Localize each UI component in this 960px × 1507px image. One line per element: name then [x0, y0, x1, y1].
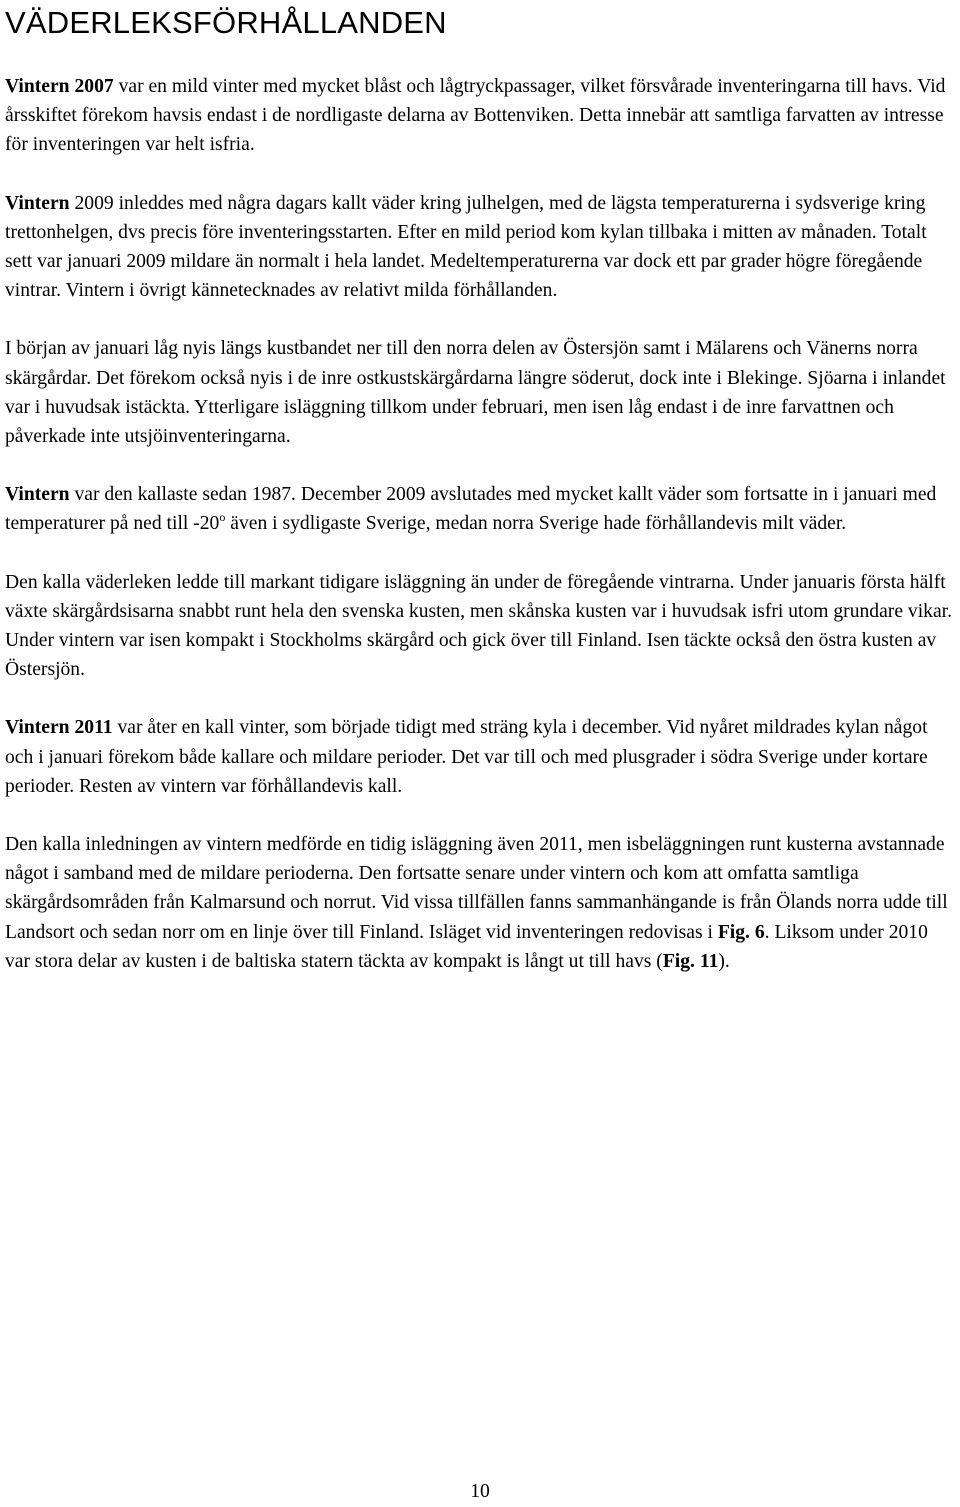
paragraph-text: I början av januari låg nyis längs kustbandet ner till den norra delen av Östersjön samt i Mälarens och Vänerns norra skärgårdar. Det förekom också nyis i de inre ostkustskärgårdarna längre söderut, dock inte i Blekinge. Sjöarna i inlandet var i huvudsak istäckta. Ytterligare isläggning tillkom under februari, men isen låg endast i de inre farvattnen och påverkade inte utsjöinventeringarna. [5, 338, 946, 448]
paragraph-text: var en mild vinter med mycket blåst och lågtryckpassager, vilket försvårade inventeringarna till havs. Vid årsskiftet förekom havsis endast i de nordligaste delarna av Bottenviken. Detta innebär att samtliga farvatten av intresse för inventeringen var helt isfria. [5, 76, 946, 156]
paragraph-text: Den kalla inledningen av vintern medförde en tidig isläggning även 2011, men isbeläggningen runt kusterna avstannade något i samband med de mildare perioderna. Den fortsatte senare under vintern och kom att omfatta samtliga skärgårdsområden från Kalmarsund och norrut. Vid vissa tillfällen fanns sammanhängande is från Ölands norra udde till Landsort och sedan norr om en linje över till Finland. Isläget vid inventeringen redovisas i [5, 834, 948, 943]
paragraph-text: Den kalla väderleken ledde till markant tidigare isläggning än under de föregående vintrarna. Under januaris första hälft växte skärgårdsisarna snabbt runt hela den svenska kusten, men skånska kusten var i huvudsak isfri utom grundare vikar. Under vintern var isen kompakt i Stockholms skärgård och gick över till Finland. Isen täckte också den östra kusten av Östersjön. [5, 571, 952, 681]
paragraph-text: . Liksom under 2010 var stora delar av kusten i de baltiska statern täckta av kompakt is långt ut till havs ( [5, 921, 928, 972]
degree-superscript: o [219, 510, 226, 525]
paragraph-lead: Vintern [5, 484, 70, 506]
paragraph-winter-2009 [5, 189, 955, 306]
page-title: VÄDERLEKSFÖRHÅLLANDEN [5, 5, 447, 40]
paragraph-lead: Vintern 2011 [5, 717, 113, 739]
paragraph-winter-2010 [5, 480, 955, 538]
paragraph-text: även i sydligaste Sverige, medan norra Sverige hade förhållandevis milt väder. [225, 513, 847, 535]
figure-reference: Fig. 6 [717, 921, 765, 943]
paragraph-winter-2011 [5, 713, 955, 801]
paragraph-text: 2009 inleddes med några dagars kallt väder kring julhelgen, med de lägsta temperaturerna i sydsverige kring trettonhelgen, dvs precis före inventeringsstarten. Efter en mild period kom kylan tillbaka i mitten av månaden. Totalt sett var januari 2009 mildare än normalt i hela landet. Medeltemperaturerna var dock ett par grader högre föregående vintrar. Vintern i övrigt kännetecknades av relativt milda förhållanden. [5, 192, 927, 302]
document-page [5, 0, 955, 976]
paragraph-text: var den kallaste sedan 1987. December 2009 avslutades med mycket kallt väder som fortsatte in i januari med temperaturer på ned till -20 [5, 484, 937, 535]
page-number: 10 [470, 1481, 490, 1502]
paragraph-lead: Vintern 2007 [5, 76, 114, 97]
figure-reference: Fig. 11 [662, 950, 719, 972]
paragraph-text: var åter en kall vinter, som började tidigt med sträng kyla i december. Vid nyåret mildrades kylan något och i januari förekom både kallare och mildare perioder. Det var till och med plusgrader i södra Sverige under kortare perioder. Resten av vintern var förhållandevis kall. [5, 717, 928, 797]
paragraph-text: ). [718, 950, 730, 972]
paragraph-winter-2007 [5, 72, 955, 160]
paragraph-ice-2011 [5, 830, 955, 976]
paragraph-lead: Vintern [5, 192, 70, 214]
paragraph-ice-january [5, 334, 955, 451]
paragraph-ice-2010 [5, 568, 955, 685]
